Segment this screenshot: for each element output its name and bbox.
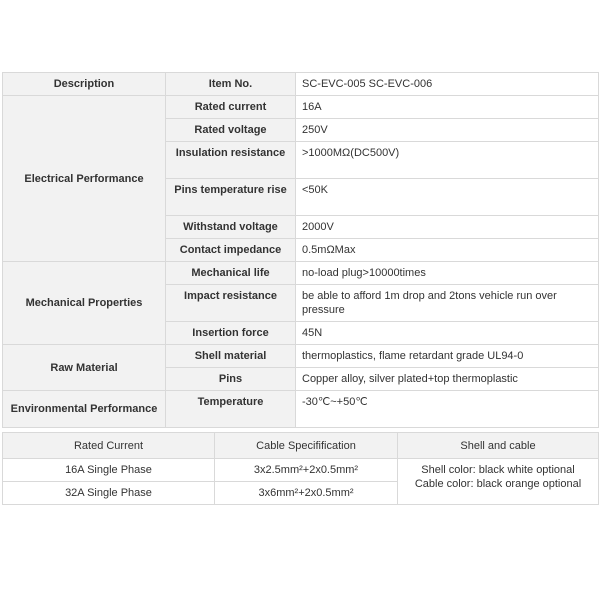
group-raw-material: Raw Material: [3, 345, 166, 391]
param-mechanical-life: Mechanical life: [166, 262, 296, 285]
shell-cable-note: [398, 459, 599, 505]
table-row: [3, 345, 599, 368]
model-numbers-header: SC-EVC-005 SC-EVC-006: [296, 73, 599, 96]
table-row: [3, 262, 599, 285]
table-row: [3, 391, 599, 428]
value-insulation-resistance: >1000MΩ(DC500V): [296, 142, 599, 179]
value-rated-current: 16A: [296, 96, 599, 119]
param-insulation-resistance: Insulation resistance: [166, 142, 296, 179]
cable-header-row: [3, 433, 599, 459]
value-withstand-voltage: 2000V: [296, 216, 599, 239]
cable-table: [2, 432, 599, 505]
cable-color-note: Cable color: black orange optional: [414, 478, 582, 490]
group-electrical-performance: Electrical Performance: [3, 96, 166, 262]
spec-header-row: [3, 73, 599, 96]
param-rated-current: Rated current: [166, 96, 296, 119]
value-contact-impedance: 0.5mΩMax: [296, 239, 599, 262]
param-impact-resistance: Impact resistance: [166, 285, 296, 322]
table-row: [3, 96, 599, 119]
param-insertion-force: Insertion force: [166, 322, 296, 345]
rated-current-cell: 16A Single Phase: [3, 459, 215, 482]
value-rated-voltage: 250V: [296, 119, 599, 142]
table-row: [3, 459, 599, 482]
value-mechanical-life: no-load plug>10000times: [296, 262, 599, 285]
shell-cable-header: Shell and cable: [398, 433, 599, 459]
specification-table: [2, 72, 599, 428]
rated-current-header: Rated Current: [3, 433, 215, 459]
rated-current-cell: 32A Single Phase: [3, 482, 215, 505]
param-pins: Pins: [166, 368, 296, 391]
description-header: Description: [3, 73, 166, 96]
cable-spec-header: Cable Specifification: [215, 433, 398, 459]
group-mechanical-properties: Mechanical Properties: [3, 262, 166, 345]
group-environmental-performance: Environmental Performance: [3, 391, 166, 428]
shell-color-note: Shell color: black white optional: [421, 464, 575, 476]
param-rated-voltage: Rated voltage: [166, 119, 296, 142]
param-withstand-voltage: Withstand voltage: [166, 216, 296, 239]
value-pins-temperature-rise: <50K: [296, 179, 599, 216]
value-impact-resistance: be able to afford 1m drop and 2tons vehicle run over pressure: [296, 285, 599, 322]
value-pins: Copper alloy, silver plated+top thermoplastic: [296, 368, 599, 391]
value-insertion-force: 45N: [296, 322, 599, 345]
param-contact-impedance: Contact impedance: [166, 239, 296, 262]
value-shell-material: thermoplastics, flame retardant grade UL94-0: [296, 345, 599, 368]
value-temperature: -30℃~+50℃: [296, 391, 599, 428]
cable-spec-cell: 3x6mm²+2x0.5mm²: [215, 482, 398, 505]
param-pins-temperature-rise: Pins temperature rise: [166, 179, 296, 216]
cable-spec-cell: 3x2.5mm²+2x0.5mm²: [215, 459, 398, 482]
param-temperature: Temperature: [166, 391, 296, 428]
item-no-header: Item No.: [166, 73, 296, 96]
param-shell-material: Shell material: [166, 345, 296, 368]
